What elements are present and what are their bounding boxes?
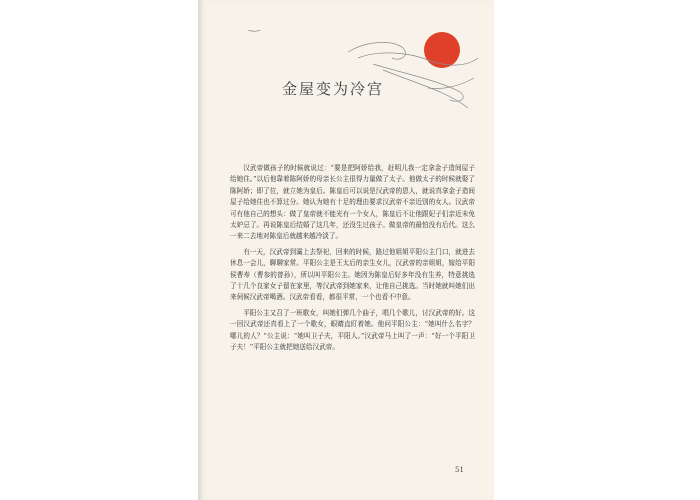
chapter-title: 金屋变为冷宫 [282,80,385,98]
paragraph: 平阳公主又召了一班歌女，叫她们弹几个曲子，唱几个歌儿，讨汉武帝的好。这一回汉武帝还真看上了一个歌女，眼睛直盯着她。他问平阳公主：“她叫什么名字？哪儿的人？”公主说：“她叫卫子夫，平阳人。”汉武帝马上叫了一声：“好一个平阳卫子夫！”平阳公主就把她送给汉武帝。 [230,308,475,352]
body-text [230,163,475,358]
red-sun-icon [424,32,460,68]
paragraph: 有一天，汉武帝到灞上去祭祀，回来的时候，路过他姐姐平阳公主门口，就进去休息一会儿，聊聊家常。平阳公主是王太后的亲生女儿，汉武帝的亲姐姐，嫁给平阳侯曹寿（曹参的曾孙），所以叫平阳公主。她因为陈皇后好多年没有生养，特意挑选了十几个良家女子留在家里，等汉武帝到她家来，让他自己挑选。当时她就叫她们出来伺候汉武帝喝酒。汉武帝看看，都很平常，一个也看不中意。 [230,247,475,302]
page-number: 51 [455,466,464,474]
paragraph: 汉武帝做孩子的时候就说过：“要是把阿娇给我，赶明儿我一定拿金子造间屋子给她住。”以后他靠着陈阿娇的母亲长公主很得力量做了太子。他做太子的时候就娶了陈阿娇；即了位，就立她为皇后。陈皇后可以说是汉武帝的恩人，就说真拿金子造间屋子给她住也不算过分。她认为她有十足的理由要求汉武帝不亲近别的女人。汉武帝可有他自己的想头：做了皇帝就不能光有一个女人，陈皇后不让他跟妃子们亲近未免太妒忌了。再说陈皇后结婚了这几年，还没生过孩子。做皇帝的最怕没有后代。这么一来二去地对陈皇后就越来越冷淡了。 [230,164,475,241]
